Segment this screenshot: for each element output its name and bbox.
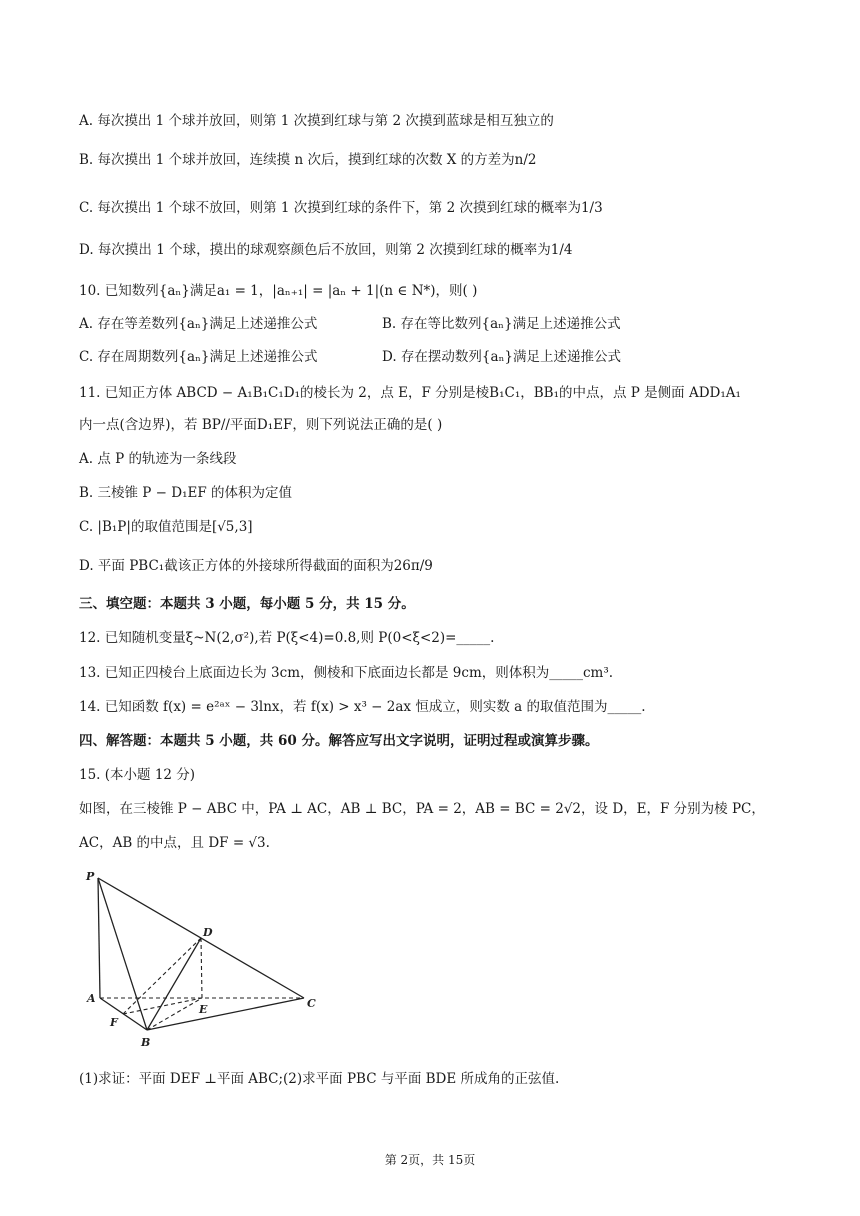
segment-de	[201, 938, 202, 998]
tetrahedron-figure	[84, 868, 324, 1053]
label-f: F	[110, 1016, 118, 1029]
q9-option-d: D. 每次摸出 1 个球，摸出的球观察颜色后不放回，则第 2 次摸到红球的概率为1/4	[79, 242, 573, 258]
q15-header: 15. (本小题 12 分)	[79, 767, 196, 783]
section-4-heading: 四、解答题：本题共 5 小题，共 60 分。解答应写出文字说明，证明过程或演算步骤。	[79, 733, 599, 749]
section-3-heading: 三、填空题：本题共 3 小题，每小题 5 分，共 15 分。	[79, 596, 415, 612]
segment-df	[123, 938, 201, 1014]
q10-option-d: D. 存在摆动数列{aₙ}满足上述递推公式	[382, 349, 621, 365]
label-a: A	[87, 992, 96, 1005]
q10-stem: 10. 已知数列{aₙ}满足a₁ = 1，|aₙ₊₁| = |aₙ + 1|(n ∈ N*)，则( )	[79, 283, 478, 299]
q14: 14. 已知函数 f(x) = e²ᵃˣ − 3lnx，若 f(x) > x³ − 2ax 恒成立，则实数 a 的取值范围为_____.	[79, 699, 646, 715]
q9-option-c: C. 每次摸出 1 个球不放回，则第 1 次摸到红球的条件下，第 2 次摸到红球的概率为1/3	[79, 200, 603, 216]
q15-question: (1)求证：平面 DEF ⊥平面 ABC;(2)求平面 PBC 与平面 BDE 所成角的正弦值.	[79, 1071, 560, 1087]
edge-pb	[98, 878, 147, 1030]
q15-stem-line1: 如图，在三棱锥 P − ABC 中，PA ⊥ AC，AB ⊥ BC，PA = 2，AB = BC = 2√2，设 D，E，F 分别为棱 PC，	[79, 801, 765, 817]
q10-option-c: C. 存在周期数列{aₙ}满足上述递推公式	[79, 349, 318, 365]
label-e: E	[199, 1003, 208, 1016]
q12: 12. 已知随机变量ξ~N(2,σ²),若 P(ξ<4)=0.8,则 P(0<ξ<2)=_____.	[79, 630, 495, 646]
segment-be	[147, 998, 202, 1030]
q10-option-a: A. 存在等差数列{aₙ}满足上述递推公式	[79, 316, 318, 332]
label-c: C	[307, 997, 316, 1010]
label-p: P	[86, 870, 95, 883]
q15-stem-line2: AC，AB 的中点，且 DF = √3.	[79, 835, 270, 851]
q10-option-b: B. 存在等比数列{aₙ}满足上述递推公式	[382, 316, 621, 332]
q11-option-c: C. |B₁P|的取值范围是[√5,3]	[79, 519, 253, 535]
q11-stem-line2: 内一点(含边界)，若 BP//平面D₁EF，则下列说法正确的是( )	[79, 417, 443, 433]
q11-option-d: D. 平面 PBC₁截该正方体的外接球所得截面的面积为26π/9	[79, 558, 433, 574]
label-d: D	[203, 926, 213, 939]
q9-option-b: B. 每次摸出 1 个球并放回，连续摸 n 次后，摸到红球的次数 X 的方差为n/2	[79, 152, 537, 168]
q11-stem-line1: 11. 已知正方体 ABCD − A₁B₁C₁D₁的棱长为 2，点 E，F 分别是棱B₁C₁，BB₁的中点，点 P 是侧面 ADD₁A₁	[79, 385, 741, 401]
q9-option-a: A. 每次摸出 1 个球并放回，则第 1 次摸到红球与第 2 次摸到蓝球是相互独立的	[79, 113, 554, 129]
page-footer: 第 2页，共 15页	[384, 1153, 476, 1167]
edge-bc	[147, 998, 304, 1030]
q11-option-a: A. 点 P 的轨迹为一条线段	[79, 451, 237, 467]
q13: 13. 已知正四棱台上底面边长为 3cm，侧棱和下底面边长都是 9cm，则体积为_____cm³.	[79, 665, 614, 681]
q11-option-b: B. 三棱锥 P − D₁EF 的体积为定值	[79, 485, 293, 501]
label-b: B	[141, 1036, 151, 1049]
segment-fe	[123, 998, 202, 1014]
segment-db	[147, 938, 201, 1030]
edge-pa	[98, 878, 100, 998]
